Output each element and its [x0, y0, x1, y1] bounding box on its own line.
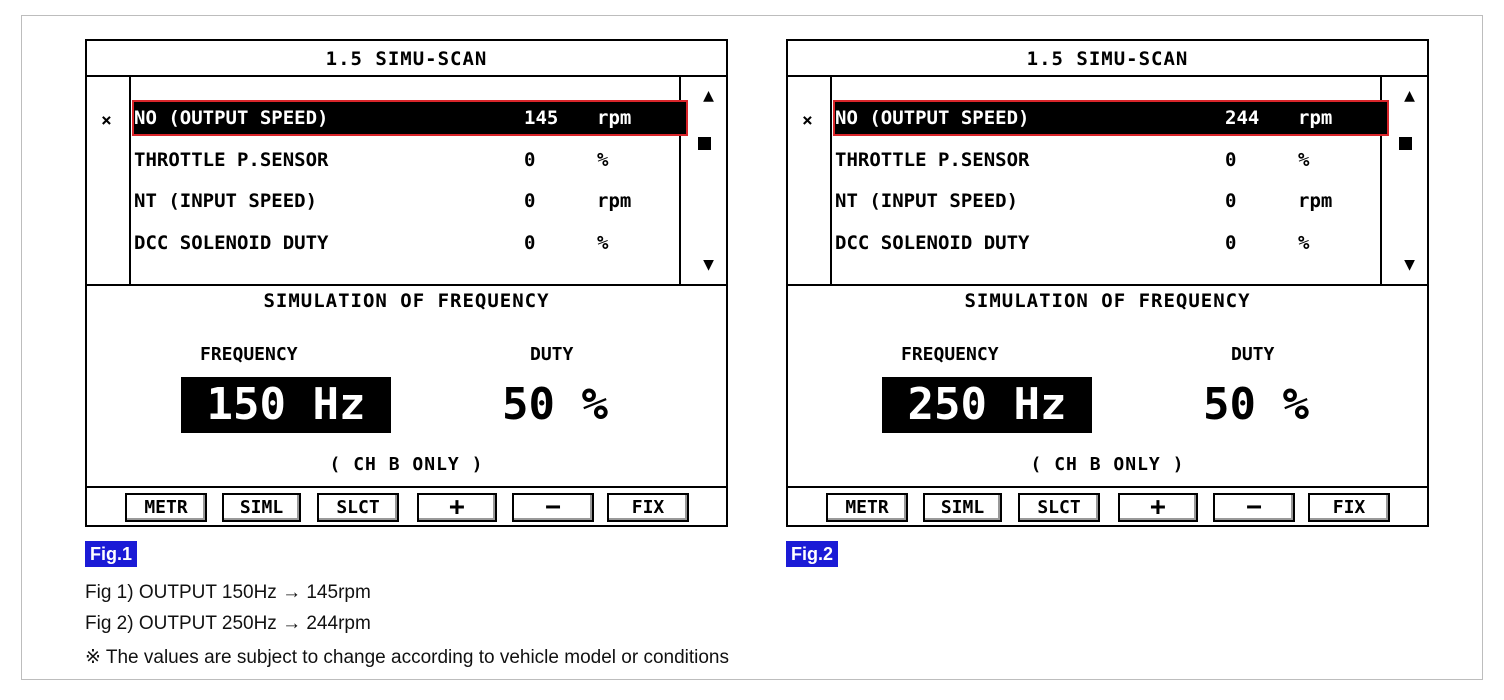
- scroll-down-icon[interactable]: ▼: [1404, 254, 1415, 275]
- selection-marker: ×: [101, 110, 112, 131]
- item-unit: %: [1298, 232, 1310, 254]
- channel-note: ( CH B ONLY ): [1030, 454, 1185, 475]
- list-item-throttle-sensor[interactable]: [835, 144, 1387, 176]
- item-name: DCC SOLENOID DUTY: [835, 232, 1030, 254]
- item-name: NT (INPUT SPEED): [835, 190, 1019, 212]
- duty-label: DUTY: [1231, 344, 1275, 365]
- increase-button[interactable]: +: [1118, 493, 1198, 522]
- selection-marker: ×: [802, 110, 813, 131]
- item-value: 0: [524, 149, 536, 171]
- item-unit: %: [597, 232, 609, 254]
- list-divider: [129, 77, 131, 284]
- item-name: NO (OUTPUT SPEED): [835, 107, 1030, 129]
- channel-note: ( CH B ONLY ): [329, 454, 484, 475]
- item-value: 0: [524, 232, 536, 254]
- screen-title: 1.5 SIMU-SCAN: [87, 41, 726, 77]
- screen-title: 1.5 SIMU-SCAN: [788, 41, 1427, 77]
- item-value: 0: [524, 190, 536, 212]
- item-value: 0: [1225, 232, 1237, 254]
- duty-value[interactable]: 50 %: [502, 379, 608, 430]
- frequency-label: FREQUENCY: [901, 344, 999, 365]
- item-name: DCC SOLENOID DUTY: [134, 232, 329, 254]
- decrease-button[interactable]: −: [512, 493, 594, 522]
- siml-button[interactable]: SIML: [923, 493, 1002, 522]
- slct-button[interactable]: SLCT: [317, 493, 399, 522]
- scroll-down-icon[interactable]: ▼: [703, 254, 714, 275]
- item-name: NT (INPUT SPEED): [134, 190, 318, 212]
- frequency-label: FREQUENCY: [200, 344, 298, 365]
- siml-button[interactable]: SIML: [222, 493, 301, 522]
- note-disclaimer: ※ The values are subject to change according to vehicle model or conditions: [85, 647, 729, 668]
- item-unit: rpm: [1298, 107, 1333, 129]
- duty-label: DUTY: [530, 344, 574, 365]
- list-item-output-speed[interactable]: [835, 102, 1387, 134]
- simulation-heading: SIMULATION OF FREQUENCY: [263, 290, 550, 312]
- list-divider: [830, 77, 832, 284]
- fix-button[interactable]: FIX: [607, 493, 689, 522]
- scroll-up-icon[interactable]: ▲: [703, 85, 714, 106]
- simulation-heading: SIMULATION OF FREQUENCY: [964, 290, 1251, 312]
- item-value: 0: [1225, 190, 1237, 212]
- item-name: NO (OUTPUT SPEED): [134, 107, 329, 129]
- item-name: THROTTLE P.SENSOR: [134, 149, 329, 171]
- item-value: 145: [524, 107, 559, 129]
- list-item-dcc-solenoid-duty[interactable]: [835, 227, 1387, 259]
- item-unit: %: [1298, 149, 1310, 171]
- scroll-thumb[interactable]: [698, 137, 711, 150]
- metr-button[interactable]: METR: [125, 493, 207, 522]
- item-unit: %: [597, 149, 609, 171]
- note-line-fig2: Fig 2) OUTPUT 250Hz → 244rpm: [85, 613, 371, 634]
- increase-button[interactable]: +: [417, 493, 497, 522]
- frequency-value[interactable]: 250 Hz: [882, 377, 1092, 433]
- item-unit: rpm: [1298, 190, 1333, 212]
- decrease-button[interactable]: −: [1213, 493, 1295, 522]
- note-line-fig1: Fig 1) OUTPUT 150Hz → 145rpm: [85, 582, 371, 603]
- list-item-throttle-sensor[interactable]: [134, 144, 686, 176]
- list-item-input-speed[interactable]: [134, 185, 686, 217]
- function-key-bar: [788, 486, 1427, 525]
- list-item-input-speed[interactable]: [835, 185, 1387, 217]
- scan-screen-fig2: [786, 39, 1429, 527]
- item-value: 244: [1225, 107, 1260, 129]
- scroll-thumb[interactable]: [1399, 137, 1412, 150]
- duty-value[interactable]: 50 %: [1203, 379, 1309, 430]
- list-item-output-speed[interactable]: [134, 102, 686, 134]
- item-value: 0: [1225, 149, 1237, 171]
- frequency-value[interactable]: 150 Hz: [181, 377, 391, 433]
- metr-button[interactable]: METR: [826, 493, 908, 522]
- figure-badge-2: Fig.2: [786, 541, 838, 567]
- item-unit: rpm: [597, 107, 632, 129]
- function-key-bar: [87, 486, 726, 525]
- fix-button[interactable]: FIX: [1308, 493, 1390, 522]
- item-unit: rpm: [597, 190, 632, 212]
- slct-button[interactable]: SLCT: [1018, 493, 1100, 522]
- figure-badge-1: Fig.1: [85, 541, 137, 567]
- scan-screen-fig1: [85, 39, 728, 527]
- list-item-dcc-solenoid-duty[interactable]: [134, 227, 686, 259]
- item-name: THROTTLE P.SENSOR: [835, 149, 1030, 171]
- scroll-up-icon[interactable]: ▲: [1404, 85, 1415, 106]
